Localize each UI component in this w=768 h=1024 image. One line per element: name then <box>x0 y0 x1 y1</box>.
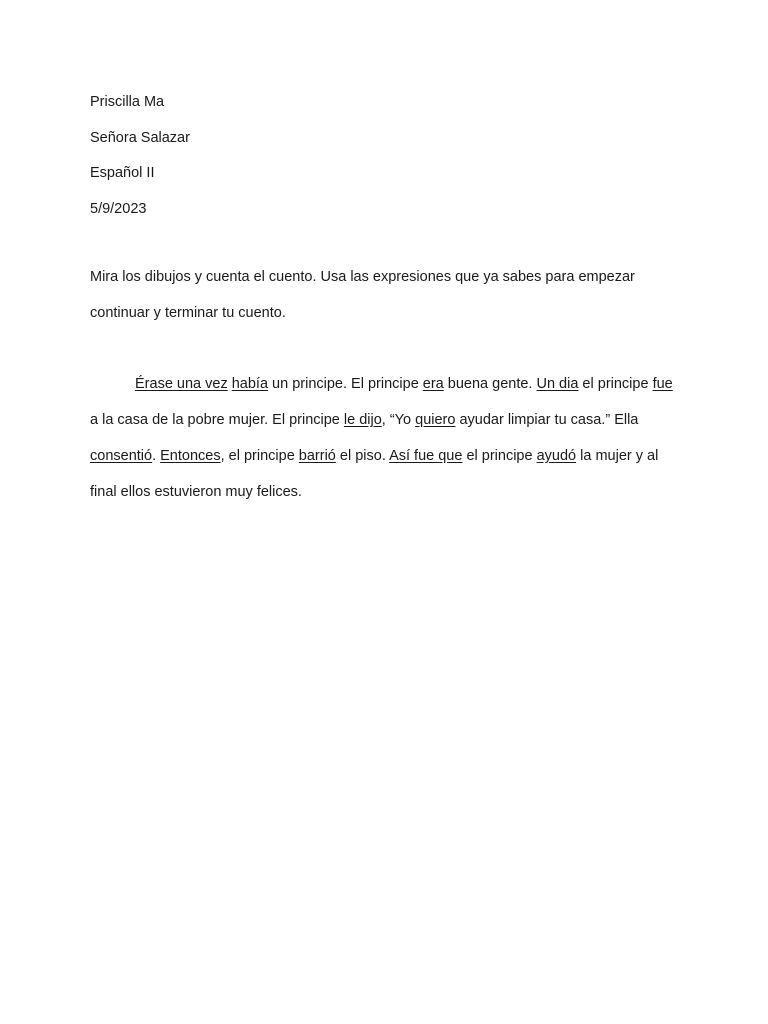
story-phrase-underlined: Así fue que <box>389 447 463 464</box>
story-phrase-underlined: Entonces <box>160 447 221 464</box>
story-text: el principe <box>462 447 537 464</box>
story-text: el principe <box>578 376 653 393</box>
document-page <box>90 92 680 510</box>
story-phrase-underlined: quiero <box>415 412 456 429</box>
story-phrase-underlined: Érase una vez <box>135 376 228 393</box>
story-paragraph <box>90 367 680 510</box>
story-phrase-underlined: ayudó <box>536 447 577 464</box>
student-name: Priscilla Ma <box>90 94 165 110</box>
story-phrase-underlined: fue <box>652 376 673 393</box>
story-text: la mujer y al final ellos estuvieron muy felices. <box>90 447 659 500</box>
assignment-prompt: Mira los dibujos y cuenta el cuento. Usa las expresiones que ya sabes para empezar continuar y terminar tu cuento. <box>90 269 635 321</box>
story-phrase-underlined: consentió <box>90 447 153 464</box>
story-text: ayudar limpiar tu casa.” Ella <box>455 412 639 429</box>
story-text: un principe. El principe <box>268 376 423 393</box>
story-text: buena gente. <box>443 376 537 393</box>
assignment-date: 5/9/2023 <box>90 200 147 217</box>
story-text: a la casa de la pobre mujer. El principe <box>90 412 344 429</box>
story-phrase-underlined: era <box>422 376 444 393</box>
teacher-name: Señora Salazar <box>90 129 190 146</box>
story-phrase-underlined: Un dia <box>536 376 579 393</box>
story-phrase-underlined: había <box>231 376 269 393</box>
story-text: el piso. <box>335 447 390 464</box>
story-text: , el principe <box>220 447 299 464</box>
story-text: , “Yo <box>381 412 416 429</box>
story-phrase-underlined: le dijo <box>343 412 382 429</box>
story-phrase-underlined: barrió <box>298 447 336 464</box>
story-text: . <box>152 447 161 464</box>
course-name: Español II <box>90 165 155 181</box>
